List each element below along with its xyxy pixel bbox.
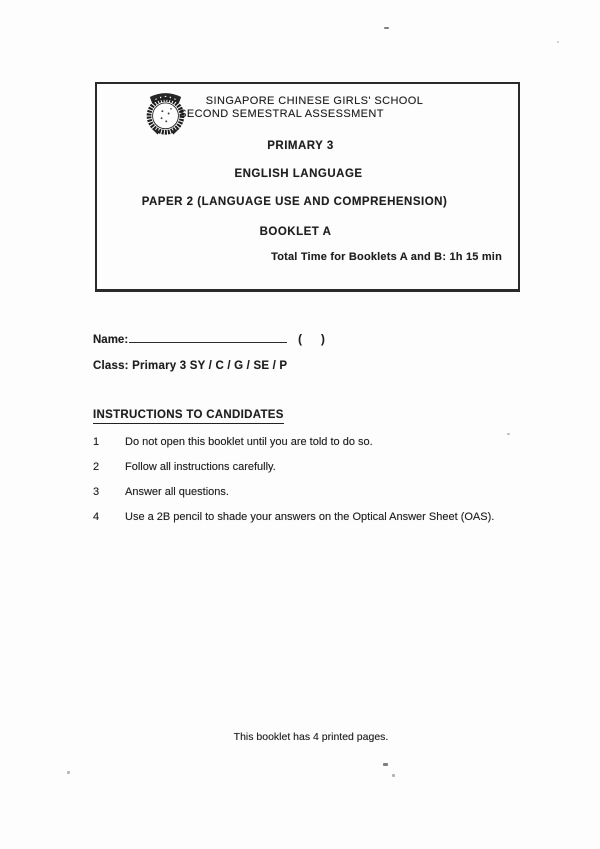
school-name: SINGAPORE CHINESE GIRLS' SCHOOL bbox=[205, 95, 424, 107]
name-blank-line bbox=[129, 332, 287, 343]
instruction-text: Follow all instructions carefully. bbox=[125, 461, 276, 473]
name-label: Name: bbox=[93, 334, 129, 346]
instruction-item bbox=[93, 511, 540, 523]
scan-speck bbox=[557, 41, 559, 43]
instruction-item bbox=[93, 436, 540, 448]
index-paren-close: ) bbox=[321, 334, 325, 346]
index-paren-open: ( bbox=[298, 334, 302, 346]
instruction-number: 2 bbox=[93, 461, 100, 473]
instruction-text: Answer all questions. bbox=[125, 486, 229, 498]
instruction-number: 3 bbox=[93, 486, 100, 498]
assessment-title: SECOND SEMESTRAL ASSESSMENT bbox=[179, 108, 384, 120]
booklet-title: BOOKLET A bbox=[259, 226, 332, 238]
level-title: PRIMARY 3 bbox=[267, 140, 334, 152]
exam-header-box bbox=[95, 82, 520, 292]
total-time-note: Total Time for Booklets A and B: 1h 15 min bbox=[271, 251, 502, 263]
paper-title: PAPER 2 (LANGUAGE USE AND COMPREHENSION) bbox=[141, 196, 448, 208]
class-line: Class: Primary 3 SY / C / G / SE / P bbox=[93, 360, 288, 372]
scan-speck bbox=[384, 27, 389, 29]
scan-speck bbox=[383, 763, 388, 766]
scan-speck bbox=[507, 433, 510, 435]
scan-speck bbox=[67, 771, 70, 774]
name-row bbox=[93, 332, 325, 346]
instruction-item bbox=[93, 461, 540, 473]
instruction-number: 4 bbox=[93, 511, 100, 523]
instruction-item bbox=[93, 486, 540, 498]
instruction-text: Do not open this booklet until you are told to do so. bbox=[125, 436, 373, 448]
instruction-text: Use a 2B pencil to shade your answers on the Optical Answer Sheet (OAS). bbox=[125, 511, 495, 523]
instruction-number: 1 bbox=[93, 436, 100, 448]
instructions-title: INSTRUCTIONS TO CANDIDATES bbox=[93, 409, 284, 424]
page-count-note: This booklet has 4 printed pages. bbox=[233, 731, 389, 743]
subject-title: ENGLISH LANGUAGE bbox=[234, 168, 363, 180]
scan-speck bbox=[392, 774, 395, 777]
